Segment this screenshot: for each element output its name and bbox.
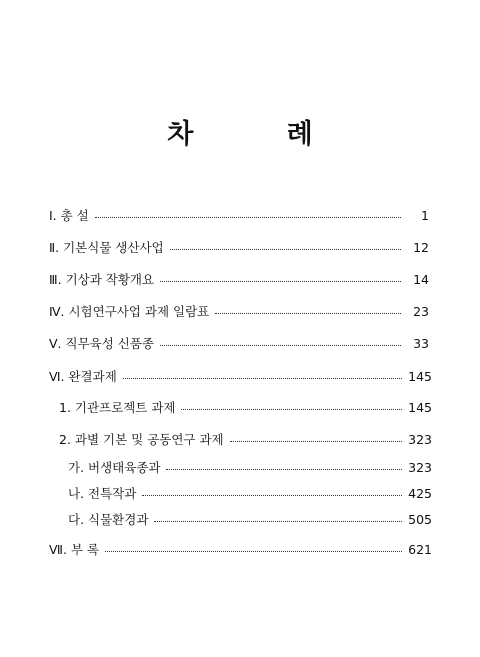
- toc-entry-label: Ⅵ. 완결과제: [49, 369, 117, 384]
- dot-leader: [160, 281, 401, 282]
- toc-entry[interactable]: [49, 206, 429, 224]
- dot-leader: [142, 495, 402, 496]
- dot-leader: [105, 551, 402, 552]
- dot-leader: [181, 409, 402, 410]
- toc-entry-label: Ⅴ. 직무육성 신품종: [49, 336, 154, 351]
- toc-entry-page: 12: [413, 239, 429, 255]
- toc-entry-label: 1. 기관프로젝트 과제: [59, 400, 176, 415]
- toc-entry-page: 1: [421, 207, 429, 223]
- toc-entry-page: 323: [408, 459, 432, 475]
- toc-entry[interactable]: [49, 540, 432, 558]
- toc-entry-page: 323: [408, 431, 432, 447]
- dot-leader: [154, 521, 402, 522]
- toc-entry[interactable]: [49, 334, 429, 352]
- toc-entry[interactable]: [59, 398, 432, 416]
- dot-leader: [95, 217, 401, 218]
- toc-entry-page: 621: [408, 541, 432, 557]
- toc-entry[interactable]: [59, 430, 432, 448]
- toc-entry-label: Ⅰ. 총 설: [49, 208, 89, 223]
- toc-entry[interactable]: [49, 270, 429, 288]
- toc-entry-page: 33: [413, 335, 429, 351]
- toc-entry[interactable]: [49, 302, 429, 320]
- toc-entry-label: Ⅳ. 시험연구사업 과제 일람표: [49, 304, 210, 319]
- toc-entry-label: 나. 전특작과: [68, 486, 137, 501]
- toc-entry-label: Ⅱ. 기본식물 생산사업: [49, 240, 164, 255]
- toc-entry-page: 505: [408, 511, 432, 527]
- dot-leader: [230, 441, 403, 442]
- toc-entry-label: 2. 과별 기본 및 공동연구 과제: [59, 432, 224, 447]
- toc-entry[interactable]: [49, 367, 432, 385]
- toc-entry-page: 145: [408, 368, 432, 384]
- toc-entry-page: 23: [413, 303, 429, 319]
- toc-entry[interactable]: [68, 510, 432, 528]
- dot-leader: [160, 345, 401, 346]
- toc-entry-label: Ⅶ. 부 록: [49, 542, 100, 557]
- toc-entry-label: 다. 식물환경과: [68, 512, 149, 527]
- toc-entry-page: 425: [408, 485, 432, 501]
- dot-leader: [166, 469, 402, 470]
- page-title: 차 례: [167, 119, 355, 150]
- toc-entry[interactable]: [68, 458, 432, 476]
- dot-leader: [215, 313, 401, 314]
- toc-entry-label: 가. 버생태육종과: [68, 460, 161, 475]
- dot-leader: [123, 378, 402, 379]
- toc-entry-page: 14: [413, 271, 429, 287]
- dot-leader: [170, 249, 401, 250]
- toc-entry[interactable]: [49, 238, 429, 256]
- toc-entry-page: 145: [408, 399, 432, 415]
- toc-entry[interactable]: [68, 484, 432, 502]
- toc-entry-label: Ⅲ. 기상과 작황개요: [49, 272, 155, 287]
